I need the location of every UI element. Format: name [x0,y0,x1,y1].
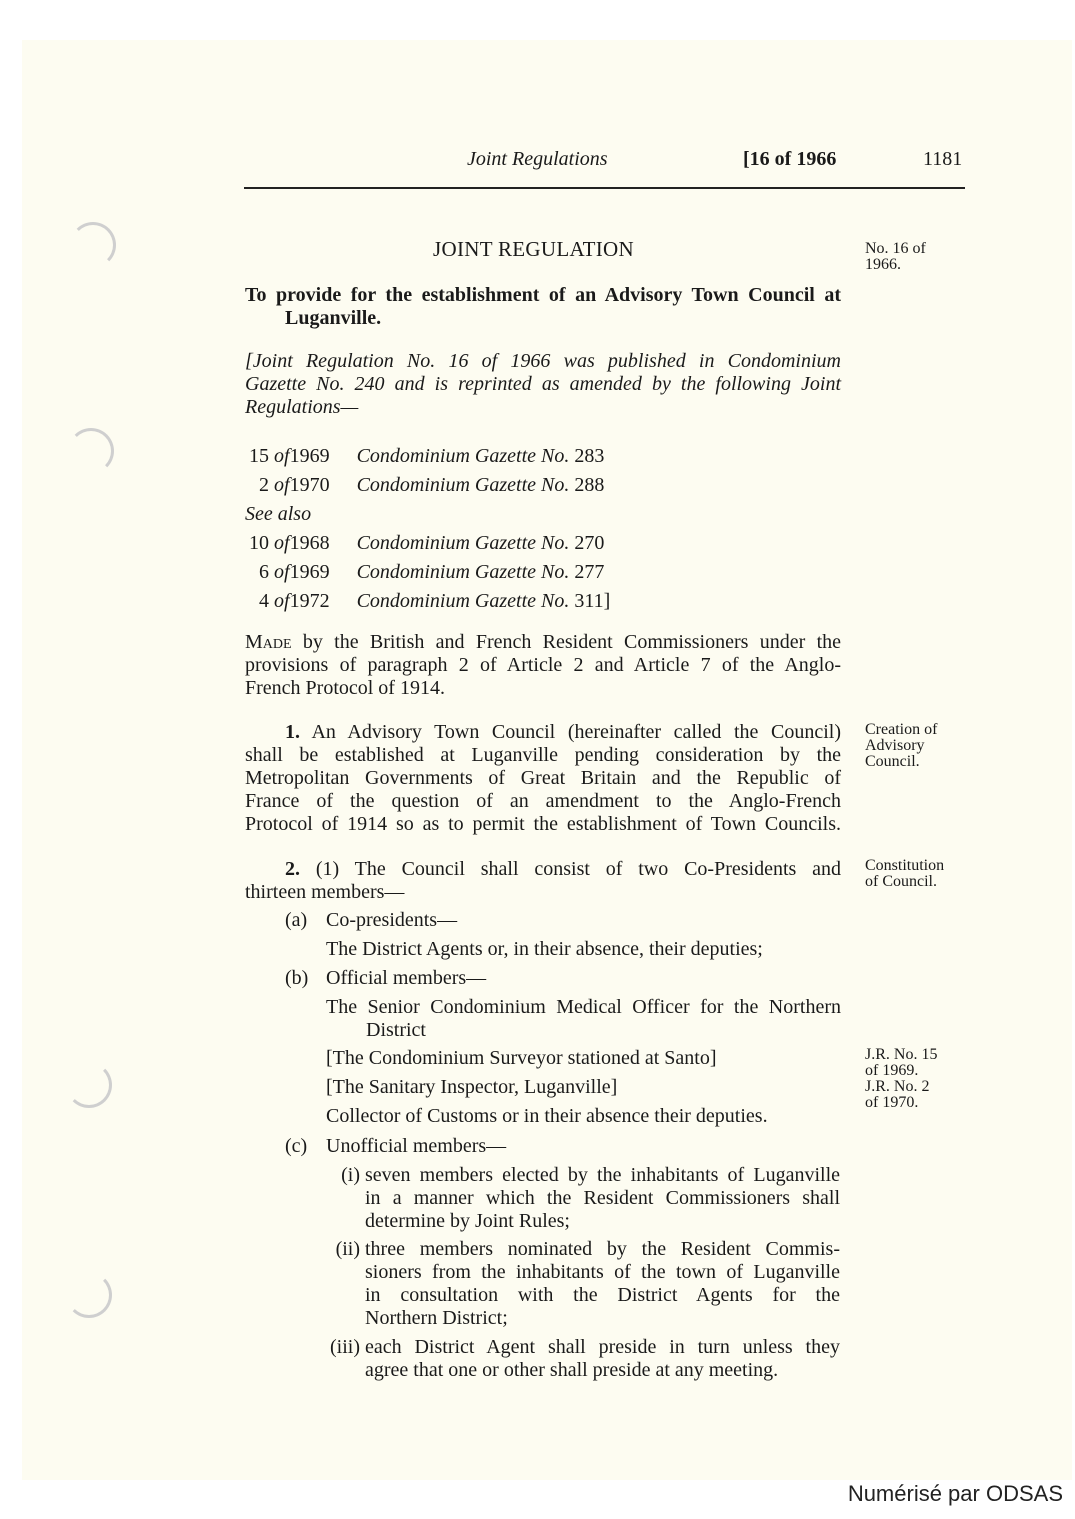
margin-note-section-2: Constitution of Council. [865,857,945,890]
para-a-text: The District Agents or, in their absence, their deputies; [326,938,763,960]
subpara-ii-label: (ii) [335,1238,360,1260]
gazette-row: 2 of1970 Condominium Gazette No. 288 [259,474,605,496]
subpara-i-label: (i) [341,1164,360,1186]
page-number: 1181 [923,148,963,170]
enacting-formula: Made by the British and French Resident Commissioners under the provisions of paragraph 2 of Article 2 and Article 7 of the Anglo- French Protocol of 1914. [245,631,842,699]
para-b-customs: Collector of Customs or in their absence their deputies. [326,1105,768,1127]
subpara-i-text: seven members elected by the inhabitants of Luganville in a manner which the Resident Commissioners shall determine by Joint Rules; [365,1164,840,1232]
para-b-inspector: [The Sanitary Inspector, Luganville] [326,1076,618,1098]
section-number: 1. [285,721,300,743]
para-b-heading: Official members— [326,967,487,989]
punch-hole [66,1272,112,1318]
para-c-label: (c) [285,1135,308,1157]
section-2: 2. (1) The Council shall consist of two Co-Presidents and thirteen members— [245,858,842,903]
act-reference: [16 of 1966 [743,148,837,170]
punch-hole [70,222,116,268]
header-rule [244,187,965,189]
gazette-row: 4 of1972 Condominium Gazette No. 311] [259,590,611,612]
margin-note-id: No. 16 of 1966. [865,240,926,273]
punch-hole [66,1062,112,1108]
punch-hole [68,428,114,474]
para-a-label: (a) [285,909,308,931]
running-title: Joint Regulations [467,148,608,170]
gazette-row: 15 of1969 Condominium Gazette No. 283 [249,445,605,467]
subpara-ii-text: three members nominated by the Resident Commis- sioners from the inhabitants of the town of Luganville in consultation with the District Agents for the Northern District; [365,1238,840,1329]
see-also-label: See also [245,503,312,525]
margin-note-section-1: Creation of Advisory Council. [865,721,938,770]
para-b-surveyor: [The Condominium Surveyor stationed at Santo] [326,1047,717,1069]
margin-note-amendments: J.R. No. 15 of 1969. J.R. No. 2 of 1970. [865,1046,938,1111]
long-title: To provide for the establishment of an Advisory Town Council at Luganville. [245,284,841,329]
subpara-iii-label: (iii) [330,1336,360,1358]
gazette-row: 10 of1968 Condominium Gazette No. 270 [249,532,605,554]
subpara-iii-text: each District Agent shall preside in turn unless they agree that one or other shall preside at any meeting. [365,1336,840,1381]
para-c-heading: Unofficial members— [326,1135,507,1157]
section-number: 2. [285,858,300,880]
para-b-label: (b) [285,967,309,989]
para-b-text: The Senior Condominium Medical Officer for the Northern District [326,996,841,1041]
regulation-title: JOINT REGULATION [433,237,634,261]
amendments-list [245,442,610,616]
reprint-note: [Joint Regulation No. 16 of 1966 was published in Condominium Gazette No. 240 and is reprinted as amended by the following Joint Regulations— [245,350,841,418]
para-a-heading: Co-presidents— [326,909,458,931]
gazette-row: 6 of1969 Condominium Gazette No. 277 [259,561,605,583]
digitization-credit: Numérisé par ODSAS [847,1481,1063,1506]
section-1: 1. An Advisory Town Council (hereinafter called the Council) shall be established at Luganville pending consideration by the Metropolitan Governments of Great Britain and the Republic of France of the question of an amendment to the Anglo-French Protocol of 1914 so as to permit the establishment of Town Councils. [245,721,841,835]
